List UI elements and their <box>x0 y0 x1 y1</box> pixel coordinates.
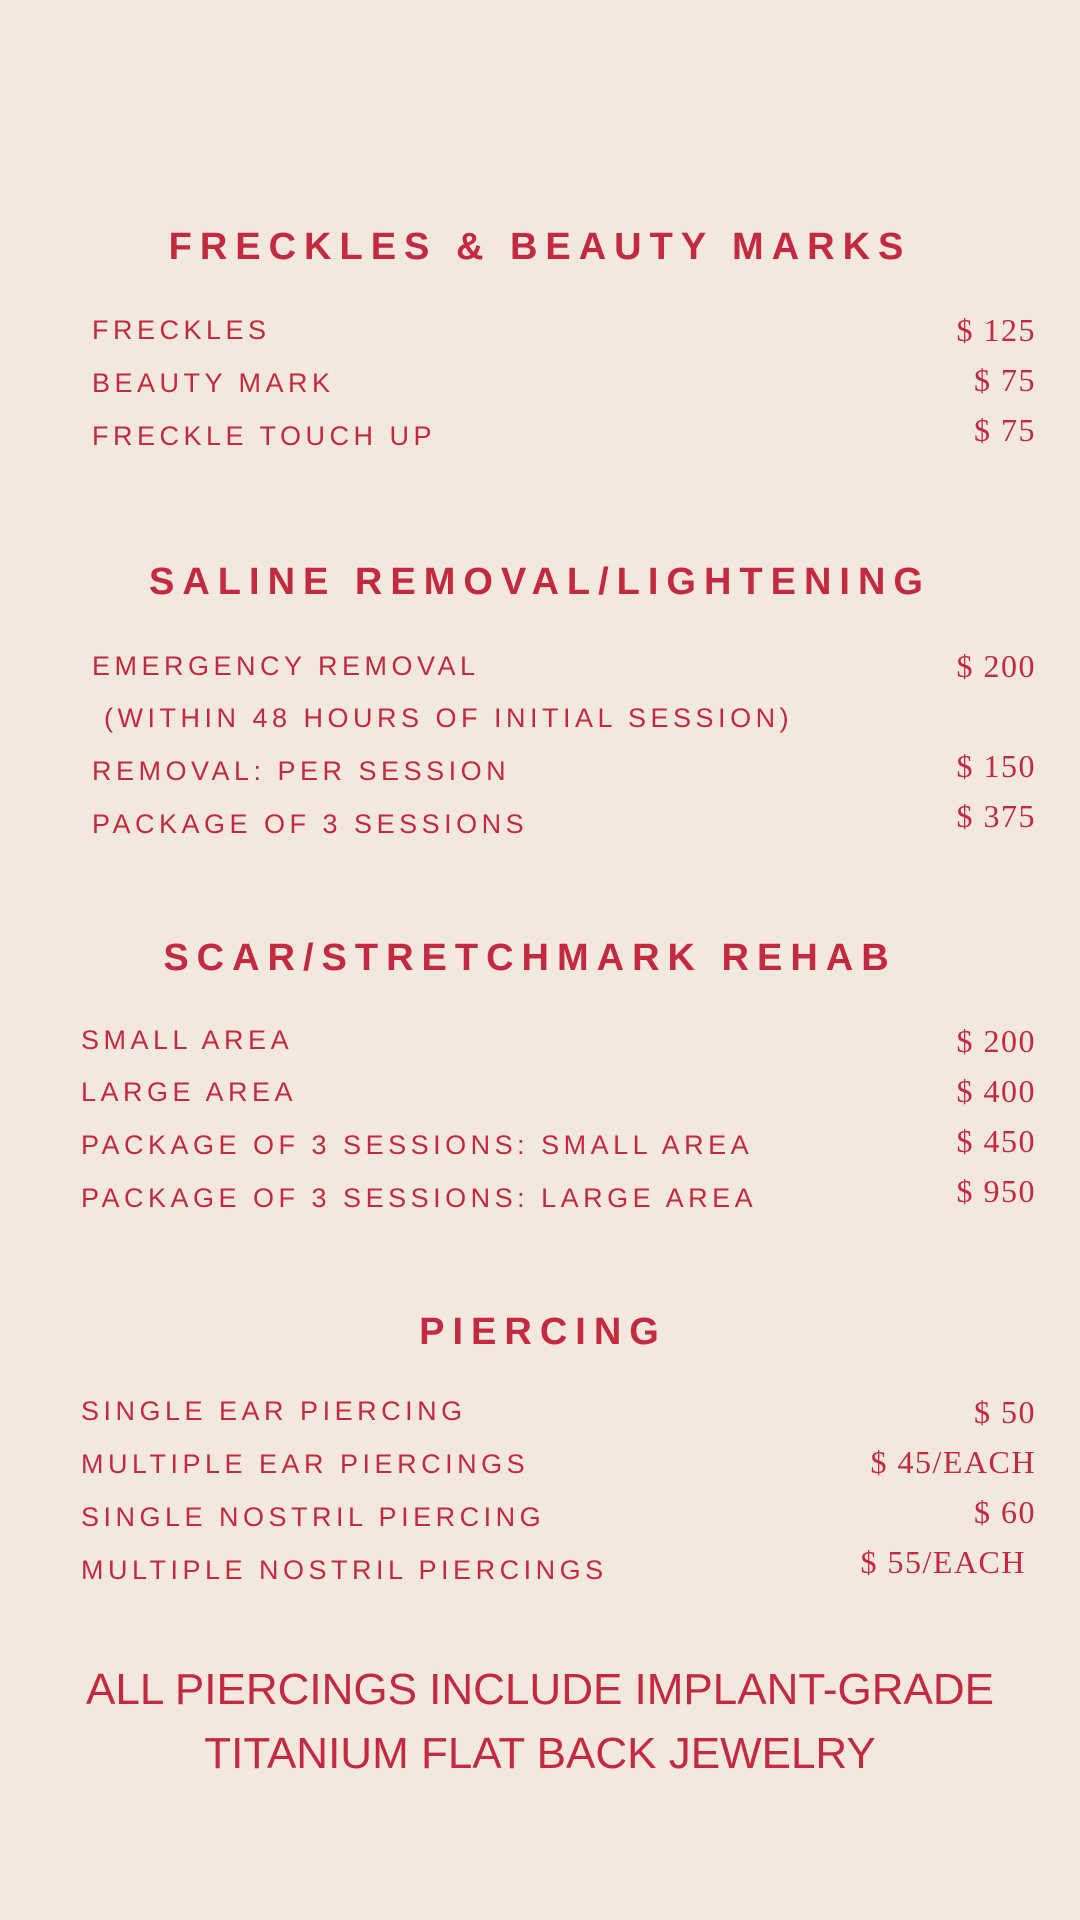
item-price-removal-package: $ 375 <box>956 798 1036 834</box>
item-label-multiple-nostril: MULTIPLE NOSTRIL PIERCINGS <box>81 1555 608 1585</box>
section-title-piercing: PIERCING <box>419 1311 667 1353</box>
item-price-beauty-mark: $ 75 <box>974 362 1036 398</box>
item-label-single-ear: SINGLE EAR PIERCING <box>81 1396 467 1426</box>
item-label-beauty-mark: BEAUTY MARK <box>92 368 335 398</box>
footer-note <box>0 1658 1080 1786</box>
item-label-freckles: FRECKLES <box>92 315 271 345</box>
item-label-emergency-removal: EMERGENCY REMOVAL <box>92 651 480 681</box>
section-title-freckles: FRECKLES & BEAUTY MARKS <box>168 226 912 268</box>
footer-line-1: ALL PIERCINGS INCLUDE IMPLANT-GRADE <box>86 1665 994 1714</box>
item-label-freckle-touch-up: FRECKLE TOUCH UP <box>92 421 437 451</box>
item-price-package-small: $ 450 <box>956 1123 1036 1159</box>
item-price-single-ear: $ 50 <box>974 1394 1036 1430</box>
item-label-removal-package: PACKAGE OF 3 SESSIONS <box>92 809 529 839</box>
item-label-single-nostril: SINGLE NOSTRIL PIERCING <box>81 1502 546 1532</box>
item-price-freckle-touch-up: $ 75 <box>974 412 1036 448</box>
item-label-large-area: LARGE AREA <box>81 1077 298 1107</box>
item-price-removal-per-session: $ 150 <box>956 748 1036 784</box>
item-price-small-area: $ 200 <box>956 1023 1036 1059</box>
item-price-single-nostril: $ 60 <box>974 1494 1036 1530</box>
section-title-scar-rehab: SCAR/STRETCHMARK REHAB <box>163 937 897 979</box>
footer-line-2: TITANIUM FLAT BACK JEWELRY <box>204 1729 876 1778</box>
item-label-package-small: PACKAGE OF 3 SESSIONS: SMALL AREA <box>81 1130 754 1160</box>
item-price-freckles: $ 125 <box>956 312 1036 348</box>
item-label-small-area: SMALL AREA <box>81 1025 294 1055</box>
item-price-package-large: $ 950 <box>956 1173 1036 1209</box>
item-label-emergency-note: (WITHIN 48 HOURS OF INITIAL SESSION) <box>104 703 794 733</box>
item-label-package-large: PACKAGE OF 3 SESSIONS: LARGE AREA <box>81 1183 758 1213</box>
item-price-multiple-nostril: $ 55/EACH <box>860 1544 1026 1580</box>
item-price-multiple-ear: $ 45/EACH <box>870 1444 1036 1480</box>
item-label-removal-per-session: REMOVAL: PER SESSION <box>92 756 511 786</box>
item-price-emergency-removal: $ 200 <box>956 648 1036 684</box>
section-title-saline-removal: SALINE REMOVAL/LIGHTENING <box>149 561 931 603</box>
item-price-large-area: $ 400 <box>956 1073 1036 1109</box>
item-label-multiple-ear: MULTIPLE EAR PIERCINGS <box>81 1449 530 1479</box>
